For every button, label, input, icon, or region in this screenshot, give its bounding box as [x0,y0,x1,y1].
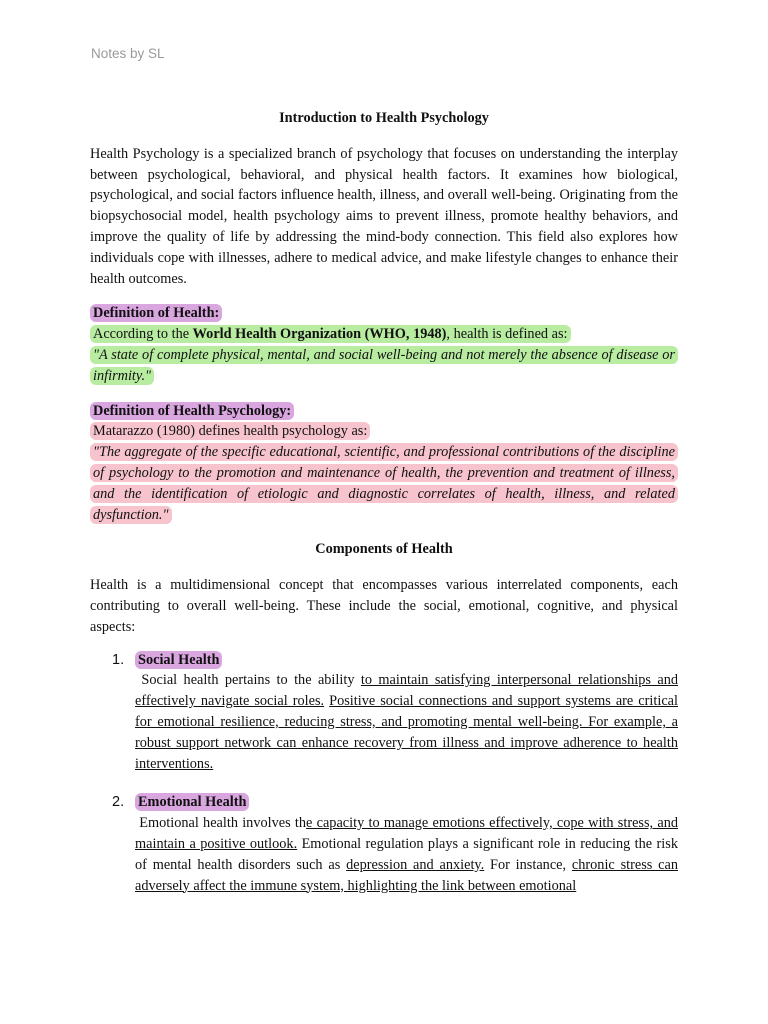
definition-health-psychology-section [90,401,678,526]
component-title: Emotional Health [135,793,249,811]
component-body: Emotional health involves the capacity to manage emotions effectively, cope with stress, and maintain a positive outlook. Emotional regulation plays a significant role in reducing the risk of mental health disorders such as depression and anxiety. For instance, chronic stress can adversely affect the immune system, highlighting the link between emotional [135,815,679,894]
matarazzo-definition-quote: "The aggregate of the specific educational, scientific, and professional contributions of the discipline of psychology to the promotion and maintenance of health, the prevention and treatment of illness, and the identification of etiologic and diagnostic correlates of health, illness, and related dysfunction." [90,443,678,523]
list-item [90,650,678,775]
components-paragraph: Health is a multidimensional concept that encompasses various interrelated components, each contributing to overall well-being. These include the social, emotional, cognitive, and physical aspects: [90,577,678,635]
list-item [90,792,678,896]
definition-health-psychology-label: Definition of Health Psychology: [90,402,294,420]
component-body: Social health pertains to the ability to maintain satisfying interpersonal relationships and effectively navigate social roles. Positive social connections and support systems are critical for emotional resilience, reducing stress, and promoting mental well-being. For example, a robust support network can enhance recovery from illness and improve adherence to health interventions. [135,672,678,772]
who-citation: World Health Organization (WHO, 1948) [192,326,447,343]
who-intro-suffix: , health is defined as: [446,326,568,343]
component-title: Social Health [135,651,222,669]
page-title: Introduction to Health Psychology [279,110,489,126]
definition-health-label: Definition of Health: [90,304,222,322]
header-note: Notes by SL [91,46,165,61]
matarazzo-intro: Matarazzo (1980) defines health psychology as: [90,422,370,440]
list-number: 2. [112,794,125,811]
definition-health-section [90,303,678,386]
document-content [90,108,678,896]
components-heading: Components of Health [315,541,453,558]
list-number: 1. [112,651,125,668]
definition-health-intro [90,324,678,345]
intro-paragraph: Health Psychology is a specialized branch of psychology that focuses on understanding the interplay between psychological, behavioral, and physical health factors. It examines how biological, psychological, and social factors influence health, illness, and overall well-being. Originating from the biopsychosocial model, health psychology aims to prevent illness, promote healthy behaviors, and improve the quality of life by addressing the mind-body connection. This field also explores how individuals cope with illnesses, adhere to medical advice, and make lifestyle changes to enhance their health outcomes. [90,145,678,287]
who-intro-prefix: According to the [93,326,193,343]
components-list [90,650,678,897]
who-definition-quote: "A state of complete physical, mental, and social well-being and not merely the absence of disease or infirmity." [90,346,678,385]
